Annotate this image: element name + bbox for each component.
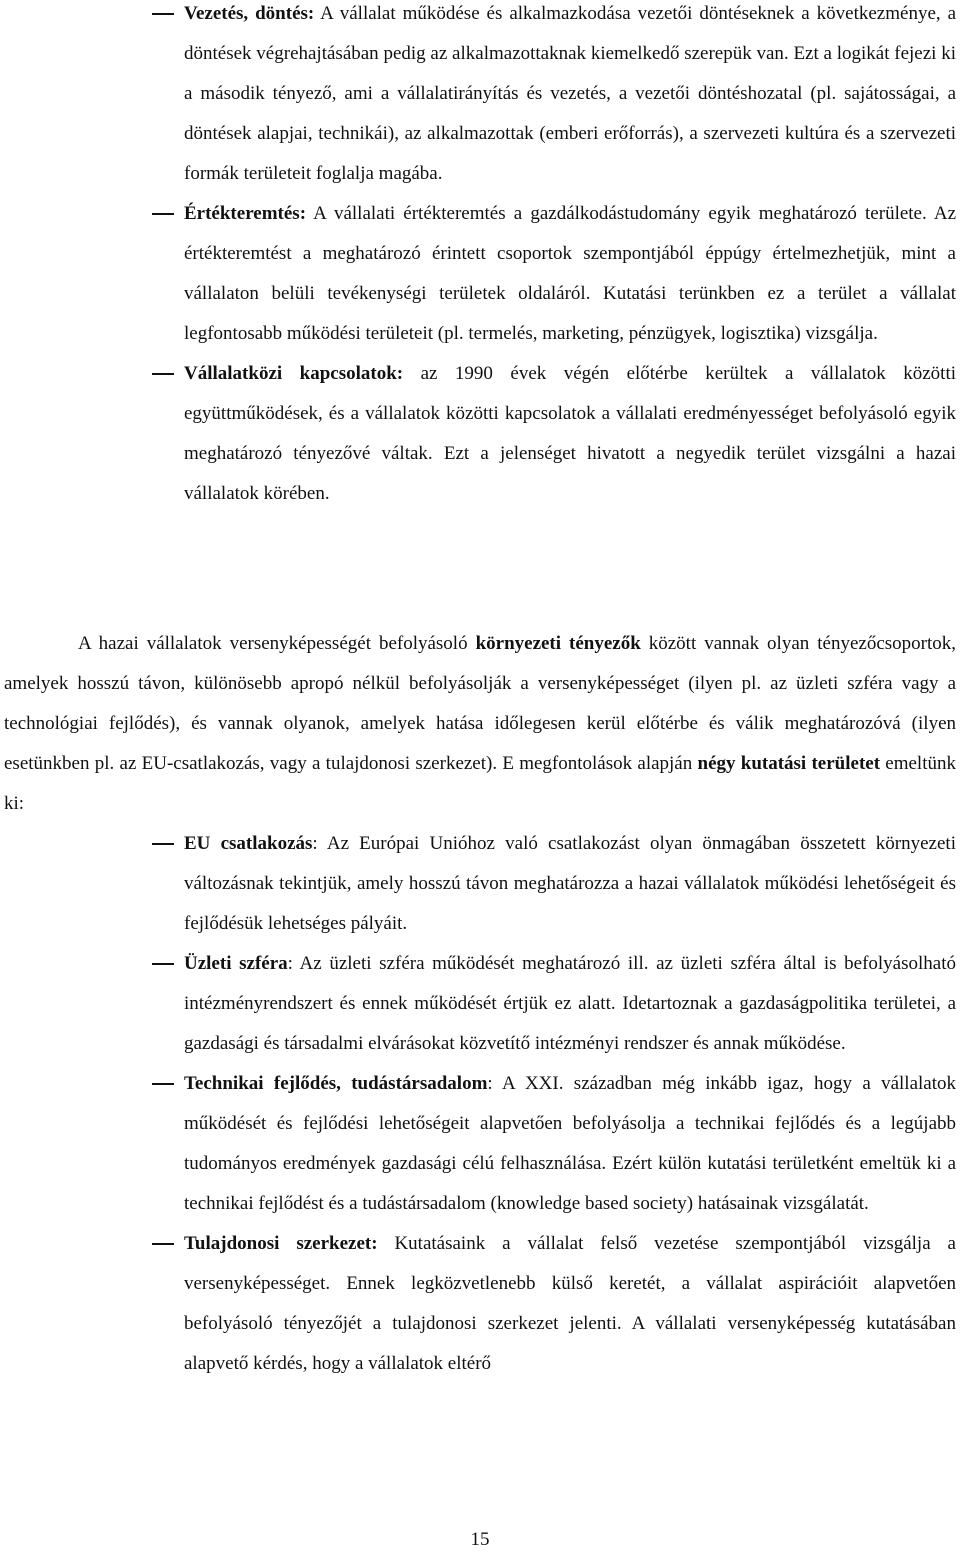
paragraph-emphasis: környezeti tényezők (475, 633, 641, 654)
list-item-text: : Az Európai Unióhoz való csatlakozást olyan önmagában összetett környezeti változásnak tekintjük, amely hosszú távon meghatározza a hazai vállalatok működési lehetőségeit és fejlődésük lehetséges pályáit. (184, 833, 956, 934)
list-item (184, 824, 956, 944)
list-item-heading: Technikai fejlődés, tudástársadalom (184, 1073, 488, 1094)
list-item-heading: EU csatlakozás (184, 833, 313, 854)
dash-bullet (152, 13, 174, 15)
list-item-heading: Vezetés, döntés: (184, 3, 315, 24)
page-number: 15 (470, 1529, 490, 1550)
dash-bullet (152, 843, 174, 845)
list-item (184, 944, 956, 1064)
list-item (184, 354, 956, 514)
dash-bullet (152, 963, 174, 965)
paragraph-text: emeltünk ki: (4, 753, 956, 814)
paragraph-emphasis: négy kutatási területet (697, 753, 881, 774)
list-item (184, 194, 956, 354)
list-item-heading: Tulajdonosi szerkezet: (184, 1233, 378, 1254)
list-item-text: Kutatásaink a vállalat felső vezetése szempontjából vizsgálja a versenyképességet. Ennek legközvetlenebb külső keretét, a vállalat aspirációit alapvetően befolyásoló tényezőjét a tulajdonosi szerkezet jelenti. A vállalati versenyképesség kutatásában alapvető kérdés, hogy a vállalatok eltérő (184, 1233, 956, 1374)
list-item (184, 1224, 956, 1384)
list-item-heading: Üzleti szféra (184, 953, 288, 974)
paragraph-text: között vannak olyan tényezőcsoportok, amelyek hosszú távon, különösebb apropó nélkül befolyásolják a versenyképességet (ilyen pl. az üzleti szféra vagy a technológiai fejlődés), és vannak olyanok, amelyek hatása időlegesen kerül előtérbe és válik meghatározóvá (ilyen esetünkben pl. az EU-csatlakozás, vagy a tulajdonosi szerkezet). E megfontolások alapján (4, 633, 956, 774)
list-item-text: : A XXI. században még inkább igaz, hogy a vállalatok működését és fejlődési lehetőségeit alapvetően befolyásolja a technikai fejlődés és a legújabb tudományos eredmények gazdasági célú felhasználása. Ezért külön kutatási területként emeltük ki a technikai fejlődést és a tudástársadalom (knowledge based society) hatásainak vizsgálatát. (184, 1073, 956, 1214)
dash-bullet (152, 373, 174, 375)
list-item (184, 1064, 956, 1224)
research-areas-list (0, 0, 956, 514)
list-item-text: : Az üzleti szféra működését meghatározó ill. az üzleti szféra által is befolyásolható intézményrendszert és ennek működését értjük ez alatt. Idetartoznak a gazdaságpolitika területei, a gazdasági és társadalmi elvárásokat közvetítő intézményi rendszer és annak működése. (184, 953, 956, 1054)
body-paragraph (4, 624, 956, 824)
list-item-heading: Vállalatközi kapcsolatok: (184, 363, 404, 384)
environmental-areas-list (0, 824, 956, 1384)
list-item-text: A vállalat működése és alkalmazkodása vezetői döntéseknek a következménye, a döntések végrehajtásában pedig az alkalmazottaknak kiemelkedő szerepük van. Ezt a logikát fejezi ki a második tényező, ami a vállalatirányítás és vezetés, a vezetői döntéshozatal (pl. sajátosságai, a döntések alapjai, technikái), az alkalmazottak (emberi erőforrás), a szervezeti kultúra és a szervezeti formák területeit foglalja magába. (184, 3, 956, 184)
dash-bullet (152, 1243, 174, 1245)
list-item-text: A vállalati értékteremtés a gazdálkodástudomány egyik meghatározó területe. Az értékteremtést a meghatározó érintett csoportok szempontjából éppúgy értelmezhetjük, mint a vállalaton belüli tevékenységi területek oldaláról. Kutatási terünkben ez a terület a vállalat legfontosabb működési területeit (pl. termelés, marketing, pénzügyek, logisztika) vizsgálja. (184, 203, 956, 344)
dash-bullet (152, 1083, 174, 1085)
paragraph-text: A hazai vállalatok versenyképességét befolyásoló (78, 633, 476, 654)
list-item (184, 0, 956, 194)
dash-bullet (152, 213, 174, 215)
list-item-heading: Értékteremtés: (184, 203, 307, 224)
list-item-text: az 1990 évek végén előtérbe kerültek a vállalatok közötti együttműködések, és a vállalatok közötti kapcsolatok a vállalati eredményességet befolyásoló egyik meghatározó tényezővé váltak. Ezt a jelenséget hivatott a negyedik terület vizsgálni a hazai vállalatok körében. (184, 363, 957, 504)
